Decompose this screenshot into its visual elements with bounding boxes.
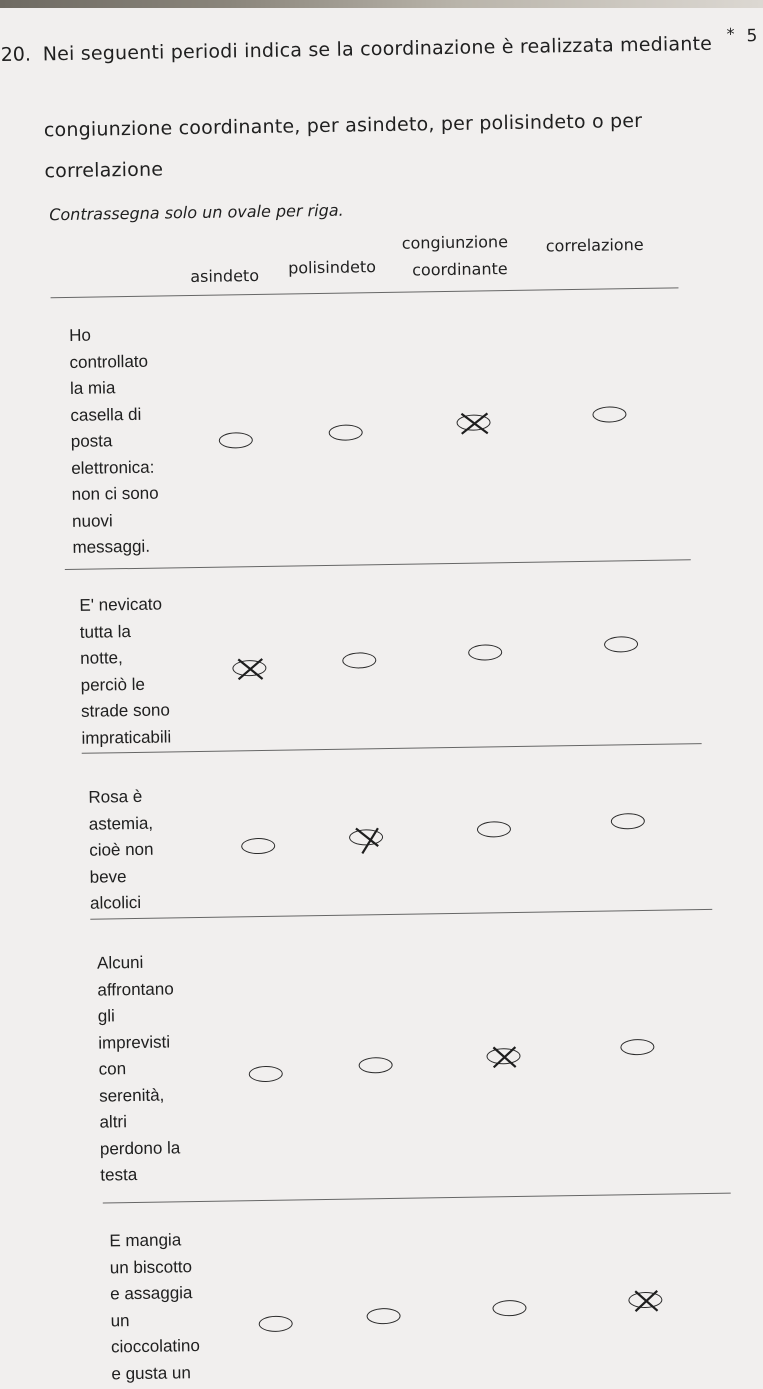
row-4-asindeto-radio[interactable] xyxy=(249,1066,283,1083)
row-3-polisindeto-radio[interactable] xyxy=(349,829,383,846)
row-divider xyxy=(65,559,691,570)
row-2-polisindeto-radio[interactable] xyxy=(342,652,376,669)
row-4-line: perdono la xyxy=(99,1137,181,1159)
row-2-line: impraticabili xyxy=(81,726,172,748)
row-4-line: serenità, xyxy=(98,1085,165,1106)
row-2-line: strade sono xyxy=(80,700,171,721)
required-star: * xyxy=(726,24,735,44)
row-4-correlazione-radio[interactable] xyxy=(620,1039,654,1056)
row-1-asindeto-radio[interactable] xyxy=(219,432,253,449)
column-header-correlazione: correlazione xyxy=(545,234,644,256)
row-3-line: alcolici xyxy=(89,892,142,913)
row-1-line: nuovi xyxy=(71,510,113,531)
column-header-congiunzione: congiunzione xyxy=(401,232,509,253)
question-text-line-1: Nei seguenti periodi indica se la coordinazione è realizzata mediante xyxy=(42,32,713,66)
row-4-line: affrontano xyxy=(97,978,174,1000)
instruction-text: Contrassegna solo un ovale per riga. xyxy=(49,200,344,225)
row-5-asindeto-radio[interactable] xyxy=(259,1316,293,1333)
row-2-line: E' nevicato xyxy=(79,594,163,615)
row-1-congiunzione-radio[interactable] xyxy=(456,414,490,431)
row-3-congiunzione-radio[interactable] xyxy=(477,821,511,838)
row-2-line: perciò le xyxy=(80,674,146,695)
row-4-congiunzione-radio[interactable] xyxy=(486,1048,520,1065)
row-2-sentence xyxy=(79,591,171,751)
row-1-line: messaggi. xyxy=(72,536,151,557)
row-1-polisindeto-radio[interactable] xyxy=(329,424,363,441)
row-4-line: testa xyxy=(100,1164,138,1185)
cross-mark-icon xyxy=(348,826,386,855)
row-1-line: posta xyxy=(70,431,113,451)
row-divider xyxy=(103,1193,731,1204)
row-1-line: la mia xyxy=(69,378,116,398)
row-5-line: un biscotto xyxy=(109,1256,193,1277)
row-3-line: cioè non xyxy=(89,839,154,860)
row-1-sentence xyxy=(69,322,160,562)
points-value: 5 xyxy=(746,26,758,47)
column-header-coordinante: coordinante xyxy=(412,259,508,280)
row-3-sentence xyxy=(88,784,154,917)
row-4-line: imprevisti xyxy=(98,1031,171,1053)
row-2-line: notte, xyxy=(80,648,123,668)
row-5-line: E mangia xyxy=(109,1230,182,1251)
header-divider xyxy=(51,287,679,298)
row-5-line: e gusta un xyxy=(111,1362,192,1383)
row-5-line: un xyxy=(110,1310,130,1330)
cross-mark-icon xyxy=(231,657,269,682)
row-5-correlazione-radio[interactable] xyxy=(628,1292,662,1309)
row-4-line: Alcuni xyxy=(96,952,144,973)
row-4-sentence xyxy=(97,949,181,1189)
row-2-line: tutta la xyxy=(79,621,131,642)
row-2-congiunzione-radio[interactable] xyxy=(468,644,502,661)
row-1-line: non ci sono xyxy=(71,483,159,504)
row-3-line: beve xyxy=(89,866,127,887)
row-3-asindeto-radio[interactable] xyxy=(241,838,275,855)
row-5-line: cioccolatino xyxy=(110,1336,201,1357)
question-number: 20. xyxy=(0,43,32,66)
row-4-line: con xyxy=(98,1059,127,1079)
row-5-polisindeto-radio[interactable] xyxy=(366,1308,400,1325)
row-4-line: gli xyxy=(97,1006,116,1026)
row-divider xyxy=(90,909,712,920)
column-header-polisindeto: polisindeto xyxy=(287,257,377,278)
row-1-line: casella di xyxy=(70,404,142,425)
cross-mark-icon xyxy=(627,1289,665,1314)
row-3-line: astemia, xyxy=(88,813,154,834)
row-2-asindeto-radio[interactable] xyxy=(232,660,266,677)
row-3-line: Rosa è xyxy=(88,786,143,807)
question-text-line-3: correlazione xyxy=(44,158,164,183)
row-4-line: altri xyxy=(99,1112,128,1132)
row-1-correlazione-radio[interactable] xyxy=(592,406,626,423)
cross-mark-icon xyxy=(455,411,493,436)
row-3-correlazione-radio[interactable] xyxy=(611,813,645,830)
row-1-line: elettronica: xyxy=(71,457,155,478)
row-1-line: Ho xyxy=(69,325,92,345)
row-5-sentence xyxy=(109,1227,200,1387)
cross-mark-icon xyxy=(485,1045,523,1070)
row-4-polisindeto-radio[interactable] xyxy=(359,1057,393,1074)
row-1-line: controllato xyxy=(69,351,149,372)
row-5-congiunzione-radio[interactable] xyxy=(492,1300,526,1317)
question-text-line-2: congiunzione coordinante, per asindeto, per polisindeto o per xyxy=(43,109,643,142)
row-divider xyxy=(82,743,702,754)
row-2-correlazione-radio[interactable] xyxy=(604,636,638,653)
column-header-asindeto: asindeto xyxy=(190,265,260,287)
row-5-line: e assaggia xyxy=(110,1283,193,1304)
